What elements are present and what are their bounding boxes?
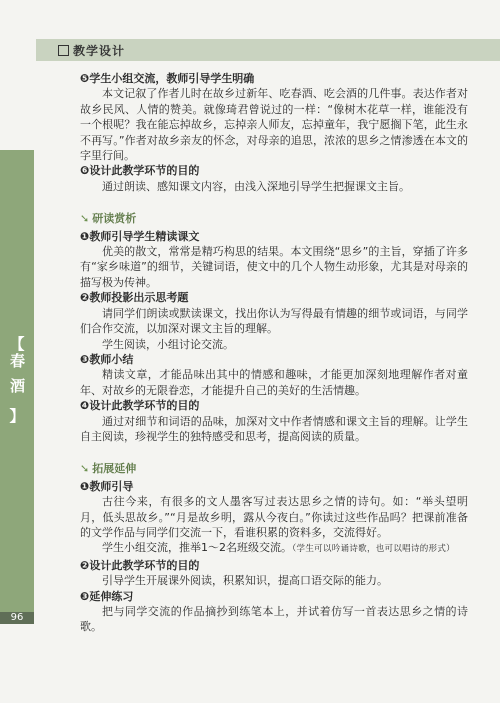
s3-item3-text: 把与同学交流的作品摘抄到练笔本上，并试着仿写一首表达思乡之情的诗歌。 — [80, 605, 468, 634]
s2-item3-heading: ❸教师小结 — [80, 352, 134, 366]
s3-item1-text2-main: 学生小组交流，推举1～2名班级交流。 — [102, 541, 292, 555]
section-extension — [80, 461, 468, 476]
s3-item2-heading: ❷设计此教学环节的目的 — [80, 558, 200, 572]
section-extension-title: 拓展延伸 — [92, 462, 137, 476]
square-icon — [58, 45, 69, 56]
block1-heading: ❺学生小组交流，教师引导学生明确 — [80, 72, 255, 85]
arrow-icon: ➘ — [80, 462, 90, 476]
section-reading-analysis-title: 研读赏析 — [92, 212, 137, 226]
side-chapter-name: 春酒 — [8, 353, 26, 403]
main-content — [80, 71, 468, 635]
s2-item4-text: 通过对细节和词语的品味，加深对文中作者情感和课文主旨的理解。让学生自主阅读，珍视学生的独特感受和思考，提高阅读的质量。 — [80, 414, 468, 443]
s3-item2-text: 引导学生开展课外阅读，积累知识，提高口语交际的能力。 — [102, 574, 388, 588]
block1-paragraph: 本文记叙了作者儿时在故乡过新年、吃春酒、吃会酒的几件事。表达作者对故乡民风、人情的赞美。就像琦君曾说过的一样：“像树木花草一样，谁能没有一个根呢？我在能忘掉故乡，忘掉亲人师友，忘掉童年，我宁愿搁下笔，此生永不再写。”作者对故乡亲友的怀念，对母亲的追思，浓浓的思乡之情渗透在本文的字里行间。 — [80, 87, 468, 163]
s2-item2-text: 请同学们朗读或默读课文，找出你认为写得最有情趣的细节或词语，与同学们合作交流，以加深对课文主旨的理解。 — [80, 306, 468, 336]
s2-item1-heading: ❶教师引导学生精读课文 — [80, 229, 200, 243]
s3-item1-text: 古往今来，有很多的文人墨客写过表达思乡之情的诗句。如：“举头望明月，低头思故乡。”“月是故乡明，露从今夜白。”你读过这些作品吗？把课前准备的文学作品与同学们交流一下，看谁积累的资料多，交流得好。 — [80, 495, 468, 539]
s3-item3-heading: ❸延伸练习 — [80, 589, 134, 603]
header-label-text: 教学设计 — [73, 44, 126, 58]
s2-item1-text: 优美的散文，常常是精巧构思的结果。本文围绕“思乡”的主旨，穿插了许多有“家乡味道”的细节，关键词语，使文中的几个人物生动形象，尤其是对母亲的描写极为传神。 — [80, 245, 468, 289]
chapter-side-title — [2, 335, 32, 425]
s2-item2-heading: ❷教师投影出示思考题 — [80, 291, 189, 305]
page-number: 96 — [10, 612, 24, 623]
s2-item3-text: 精读文章，才能品味出其中的情感和趣味，才能更加深刻地理解作者对童年、对故乡的无限眷恋，才能提升自己的美好的生活情趣。 — [80, 368, 468, 397]
block1-step-heading: ❻设计此教学环节的目的 — [80, 164, 200, 178]
section-reading-analysis — [80, 211, 468, 226]
s3-item1-note: （学生可以吟诵诗歌，也可以唱诗的形式） — [292, 544, 455, 555]
block1-step-text: 通过朗读、感知课文内容，由浅入深地引导学生把握课文主旨。 — [102, 179, 410, 193]
s2-item4-heading: ❹设计此教学环节的目的 — [80, 399, 200, 413]
s3-item1-heading: ❶教师引导 — [80, 479, 134, 493]
header-label — [58, 42, 125, 59]
side-bracket-open: 【 — [9, 335, 25, 353]
s3-item1-text2 — [80, 540, 468, 557]
s2-item2-text2: 学生阅读，小组讨论交流。 — [102, 337, 234, 351]
side-bracket-close: 】 — [9, 407, 25, 425]
arrow-icon: ➘ — [80, 212, 90, 226]
